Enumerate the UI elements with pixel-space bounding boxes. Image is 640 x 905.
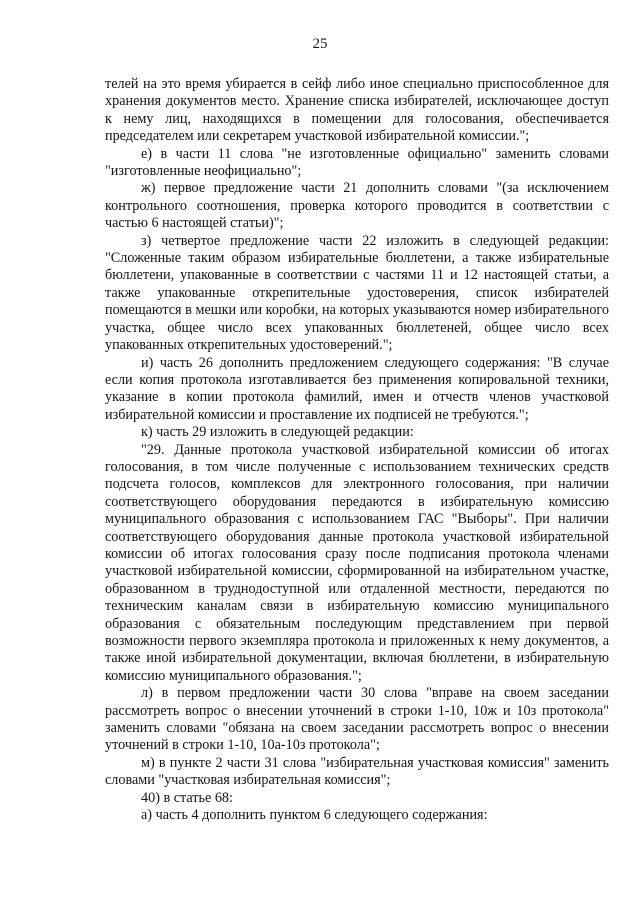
paragraph-item-l: л) в первом предложении части 30 слова "вправе на своем заседании рассмотреть вопрос о внесении уточнений в строки 1-10, 10ж и 10з протокола" заменить словами "обязана на своем заседании рассмотреть вопрос о внесении уточнений в строки 1-10, 10а-10з протокола"; [105,685,609,754]
paragraph-item-zh: ж) первое предложение части 21 дополнить словами "(за исключением контрольного соотношения, проверка которого проводится в соответствии с частью 6 настоящей статьи)"; [105,180,609,232]
paragraph-item-z: з) четвертое предложение части 22 изложить в следующей редакции: "Сложенные таким образом избирательные бюллетени, а также избирательные бюллетени, упакованные в соответствии с частями 11 и 12 настоящей статьи, а также упакованные открепительные удостоверения, список избирателей помещаются в мешки или коробки, на которых указываются номер избирательного участка, общее число всех упакованных бюллетеней, общее число всех упакованных открепительных удостоверений."; [105,232,609,354]
paragraph-item-a: а) часть 4 дополнить пунктом 6 следующего содержания: [141,807,488,824]
document-body [105,76,609,824]
paragraph-item-m: м) в пункте 2 части 31 слова "избирательная участковая комиссия" заменить словами "участковая избирательная комиссия"; [105,754,609,789]
page-number: 25 [312,36,328,52]
paragraph-item-40: 40) в статье 68: [141,789,233,806]
paragraph-continuation: телей на это время убирается в сейф либо иное специально приспособленное для хранения документов место. Хранение списка избирателей, исключающее доступ к нему лиц, находящихся в помещении для голосования, обеспечивается председателем или секретарем участковой избирательной комиссии."; [105,76,609,145]
paragraph-item-k: к) часть 29 изложить в следующей редакции: [141,424,414,441]
paragraph-item-i: и) часть 26 дополнить предложением следующего содержания: "В случае если копия протокола изготавливается без применения копировальной техники, указание в копии протокола фамилий, имен и отчеств членов участковой избирательной комиссии и проставление их подписей не требуются."; [105,354,609,423]
paragraph-item-e: е) в части 11 слова "не изготовленные официально" заменить словами "изготовленные неофициально"; [105,145,609,180]
paragraph-part-29: "29. Данные протокола участковой избирательной комиссии об итогах голосования, в том числе полученные с использованием технических средств подсчета голосов, комплексов для электронного голосования, при наличии соответствующего оборудования передаются в избирательную комиссию муниципального образования с использованием ГАС "Выборы". При наличии соответствующего оборудования данные протокола участковой избирательной комиссии об итогах голосования сразу после подписания протокола членами участковой избирательной комиссии, сформированной на избирательном участке, образованном в труднодоступной или отдаленной местности, передаются по техническим каналам связи в избирательную комиссию муниципального образования с обязательным последующим представлением при первой возможности первого экземпляра протокола и приложенных к нему документов, а также иной избирательной документации, включая бюллетени, в избирательную комиссию муниципального образования."; [105,441,609,684]
